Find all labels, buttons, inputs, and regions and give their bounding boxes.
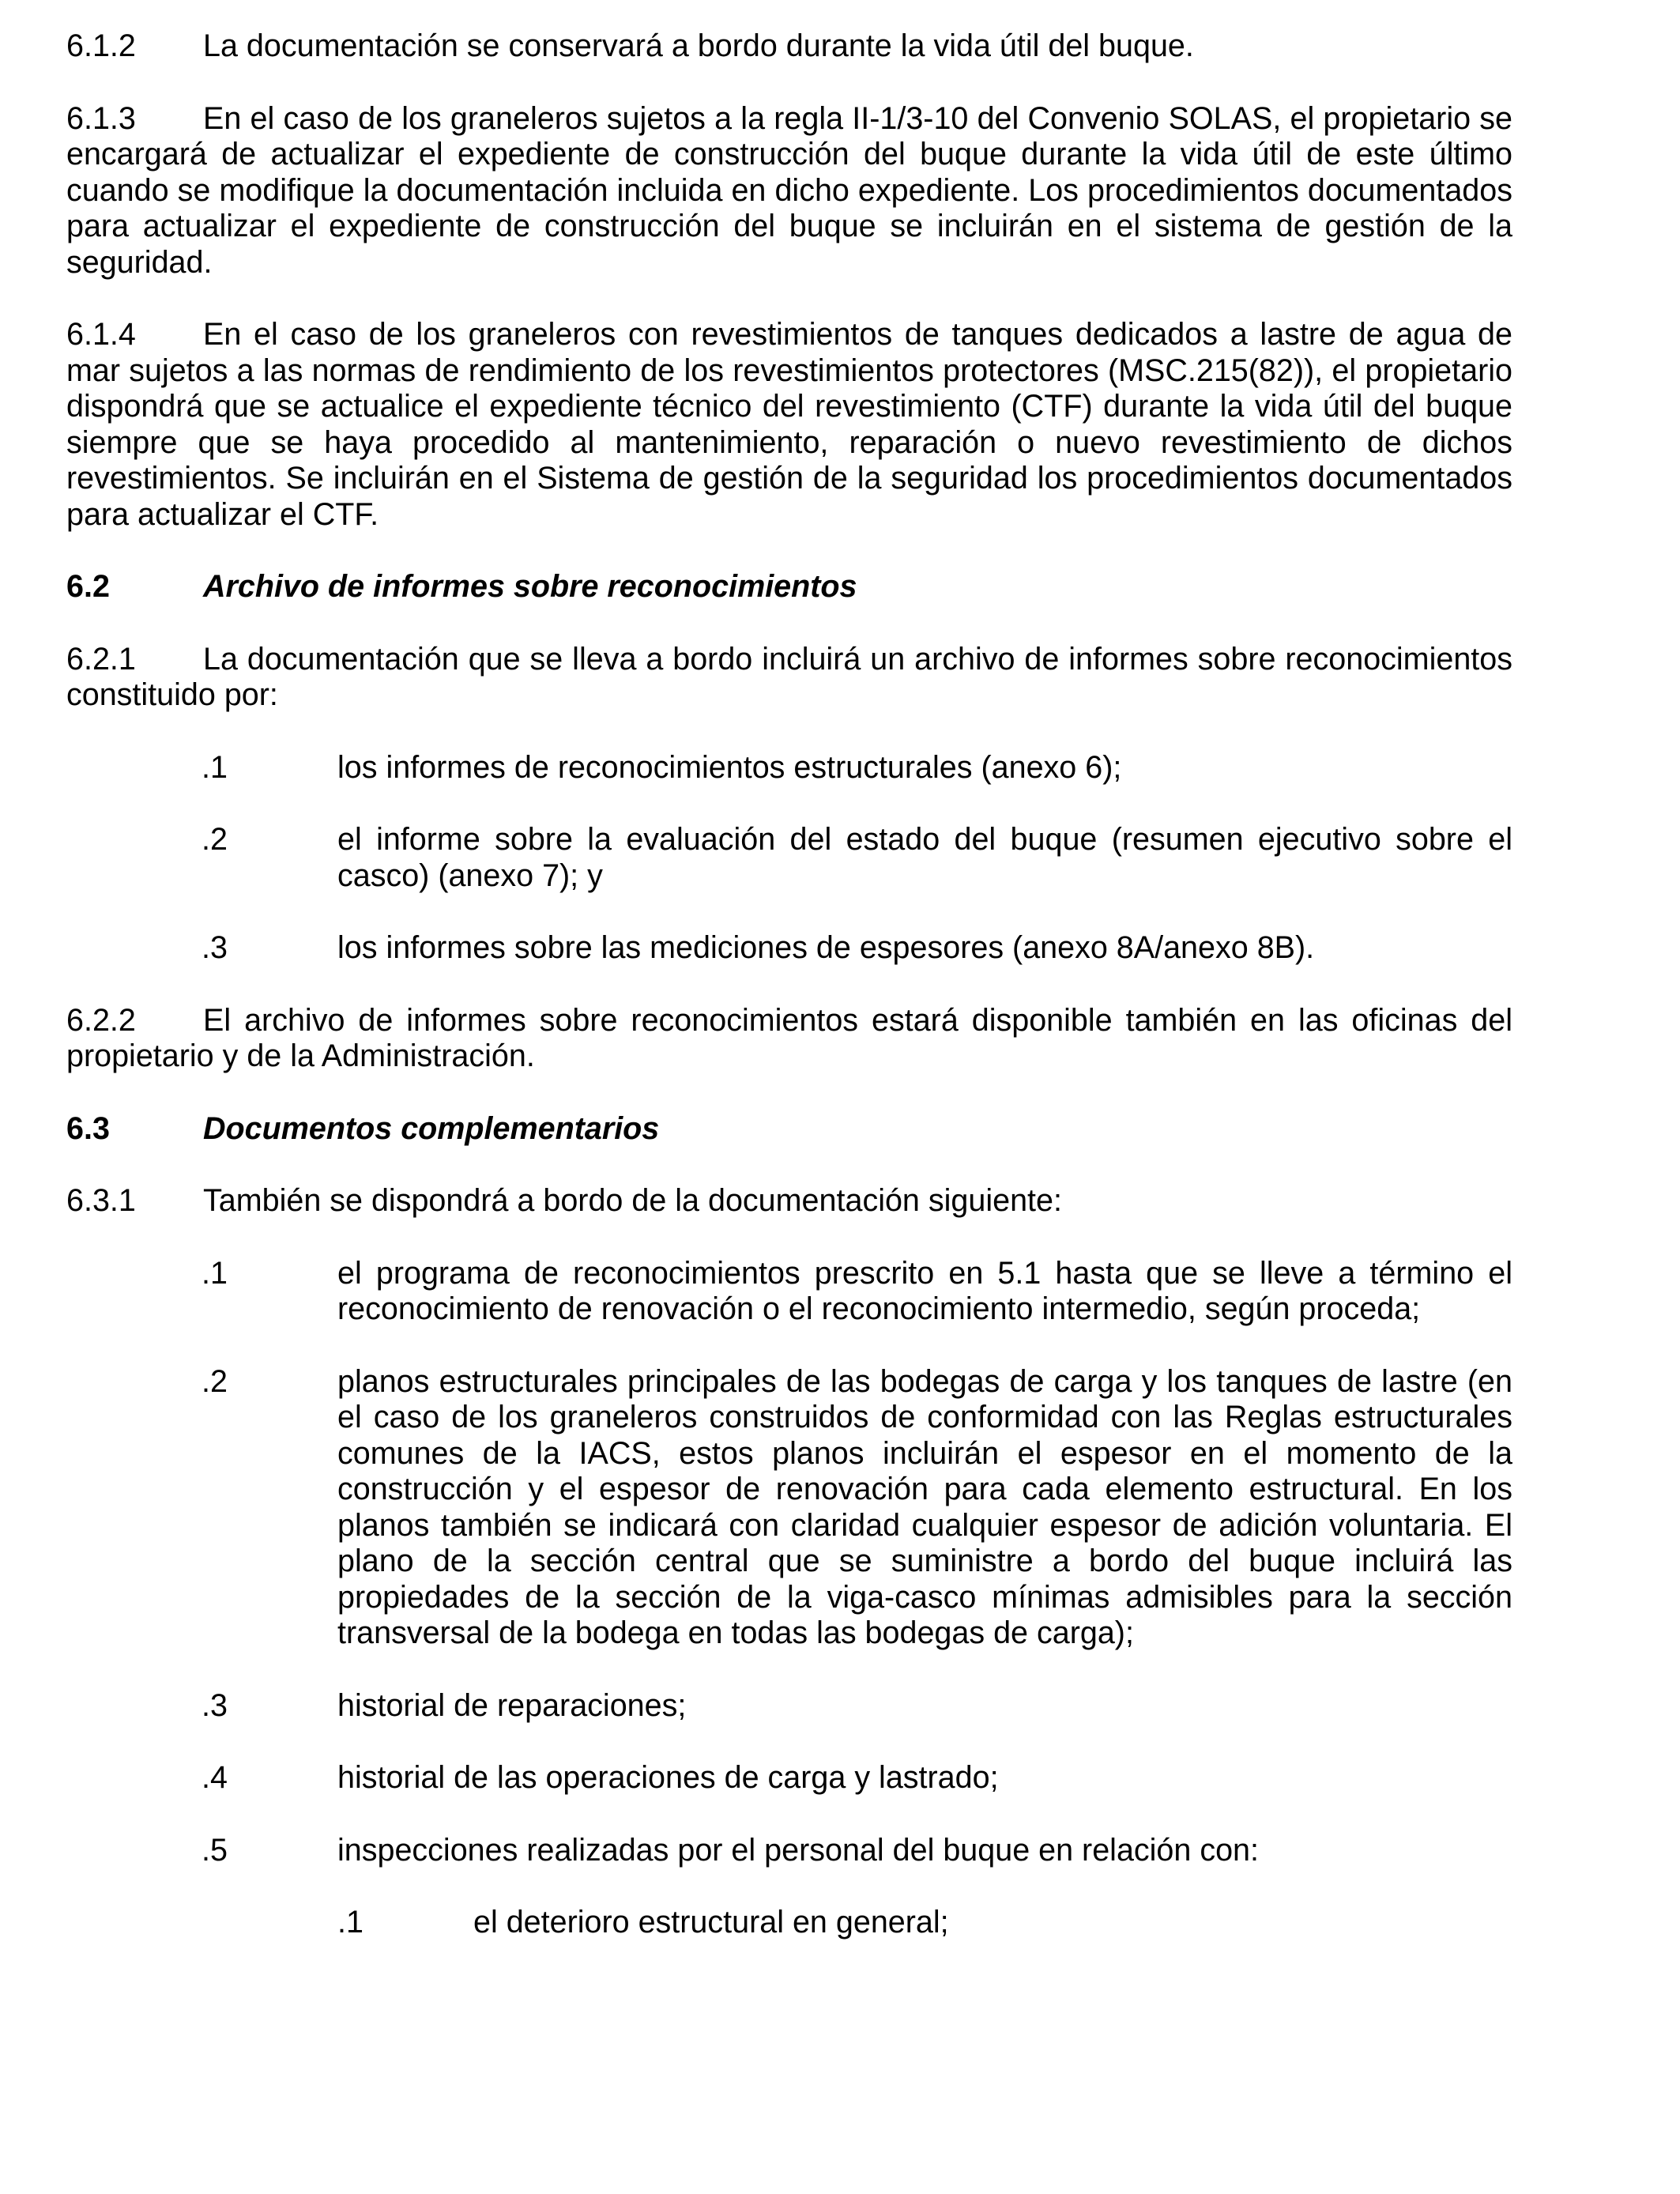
list-item	[66, 1688, 1512, 1725]
paragraph-text: La documentación que se lleva a bordo incluirá un archivo de informes sobre reconocimientos constituido por:	[66, 641, 1512, 712]
list-item	[66, 1256, 1512, 1328]
paragraph-6-1-3	[66, 101, 1512, 281]
section-heading-6-2	[66, 569, 1512, 605]
paragraph-number: 6.2.1	[66, 641, 136, 677]
paragraph-6-2-2	[66, 1003, 1512, 1075]
list-item-text: los informes de reconocimientos estructurales (anexo 6);	[337, 749, 1122, 785]
list-item-text: planos estructurales principales de las bodegas de carga y los tanques de lastre (en el caso de los graneleros construidos de conformidad con las Reglas estructurales comunes de la IACS, estos planos incluirán el espesor en el momento de la construcción y el espesor de renovación para cada elemento estructural. En los planos también se indicará con claridad cualquier espesor de adición voluntaria. El plano de la sección central que se suministre a bordo del buque incluirá las propiedades de la sección de la viga-casco mínimas admisibles para la sección transversal de la bodega en todas las bodegas de carga);	[337, 1363, 1512, 1650]
section-title: Archivo de informes sobre reconocimientos	[203, 569, 857, 604]
paragraph-6-3-1	[66, 1183, 1512, 1220]
paragraph-number: 6.1.2	[66, 28, 136, 63]
paragraph-text: El archivo de informes sobre reconocimientos estará disponible también en las oficinas del propietario y de la Administración.	[66, 1002, 1512, 1073]
section-number: 6.2	[66, 569, 110, 604]
list-item-text: historial de las operaciones de carga y lastrado;	[337, 1760, 999, 1795]
list-item-text: inspecciones realizadas por el personal del buque en relación con:	[337, 1832, 1260, 1868]
list-item-number: .1	[202, 1255, 228, 1291]
paragraph-text: En el caso de los graneleros sujetos a la regla II-1/3-10 del Convenio SOLAS, el propietario se encargará de actualizar el expediente de construcción del buque durante la vida útil de este último cuando se modifique la documentación incluida en dicho expediente. Los procedimientos documentados para actualizar el expediente de construcción del buque se incluirán en el sistema de gestión de la seguridad.	[66, 100, 1512, 280]
paragraph-text: También se dispondrá a bordo de la documentación siguiente:	[203, 1183, 1062, 1218]
list-item	[66, 750, 1512, 786]
sub-list-item-number: .1	[337, 1905, 363, 1940]
list-item-text: el programa de reconocimientos prescrito en 5.1 hasta que se lleve a término el reconocimiento de renovación o el reconocimiento intermedio, según proceda;	[337, 1255, 1512, 1326]
list-item-number: .2	[202, 1363, 228, 1399]
paragraph-number: 6.1.3	[66, 100, 136, 136]
list-item	[66, 930, 1512, 967]
paragraph-number: 6.2.2	[66, 1002, 136, 1038]
list-item	[66, 1364, 1512, 1652]
paragraph-number: 6.1.4	[66, 317, 136, 352]
list-item-number: .1	[202, 749, 228, 785]
paragraph-6-2-1	[66, 642, 1512, 714]
list-item-number: .3	[202, 1687, 228, 1723]
list-item-text: historial de reparaciones;	[337, 1687, 687, 1723]
list-item	[66, 822, 1512, 894]
paragraph-6-1-4	[66, 317, 1512, 533]
section-heading-6-3	[66, 1111, 1512, 1148]
sub-list-item	[66, 1905, 1512, 1941]
list-item-number: .3	[202, 930, 228, 965]
section-number: 6.3	[66, 1110, 110, 1146]
list-item-number: .5	[202, 1832, 228, 1868]
paragraph-text: La documentación se conservará a bordo durante la vida útil del buque.	[203, 28, 1194, 63]
section-title: Documentos complementarios	[203, 1110, 660, 1146]
paragraph-6-1-2	[66, 28, 1512, 65]
paragraph-number: 6.3.1	[66, 1183, 136, 1218]
list-item-number: .4	[202, 1760, 228, 1795]
sub-list-item-text: el deterioro estructural en general;	[473, 1905, 949, 1940]
list-item	[66, 1833, 1512, 1869]
list-item	[66, 1760, 1512, 1796]
list-item-number: .2	[202, 822, 228, 857]
paragraph-text: En el caso de los graneleros con revestimientos de tanques dedicados a lastre de agua de mar sujetos a las normas de rendimiento de los revestimientos protectores (MSC.215(82)), el propietario dispondrá que se actualice el expediente técnico del revestimiento (CTF) durante la vida útil del buque siempre que se haya procedido al mantenimiento, reparación o nuevo revestimiento de dichos revestimientos. Se incluirán en el Sistema de gestión de la seguridad los procedimientos documentados para actualizar el CTF.	[66, 317, 1512, 532]
list-item-text: el informe sobre la evaluación del estado del buque (resumen ejecutivo sobre el casco) (anexo 7); y	[337, 822, 1512, 893]
list-item-text: los informes sobre las mediciones de espesores (anexo 8A/anexo 8B).	[337, 930, 1315, 965]
document-page	[66, 28, 1512, 1977]
